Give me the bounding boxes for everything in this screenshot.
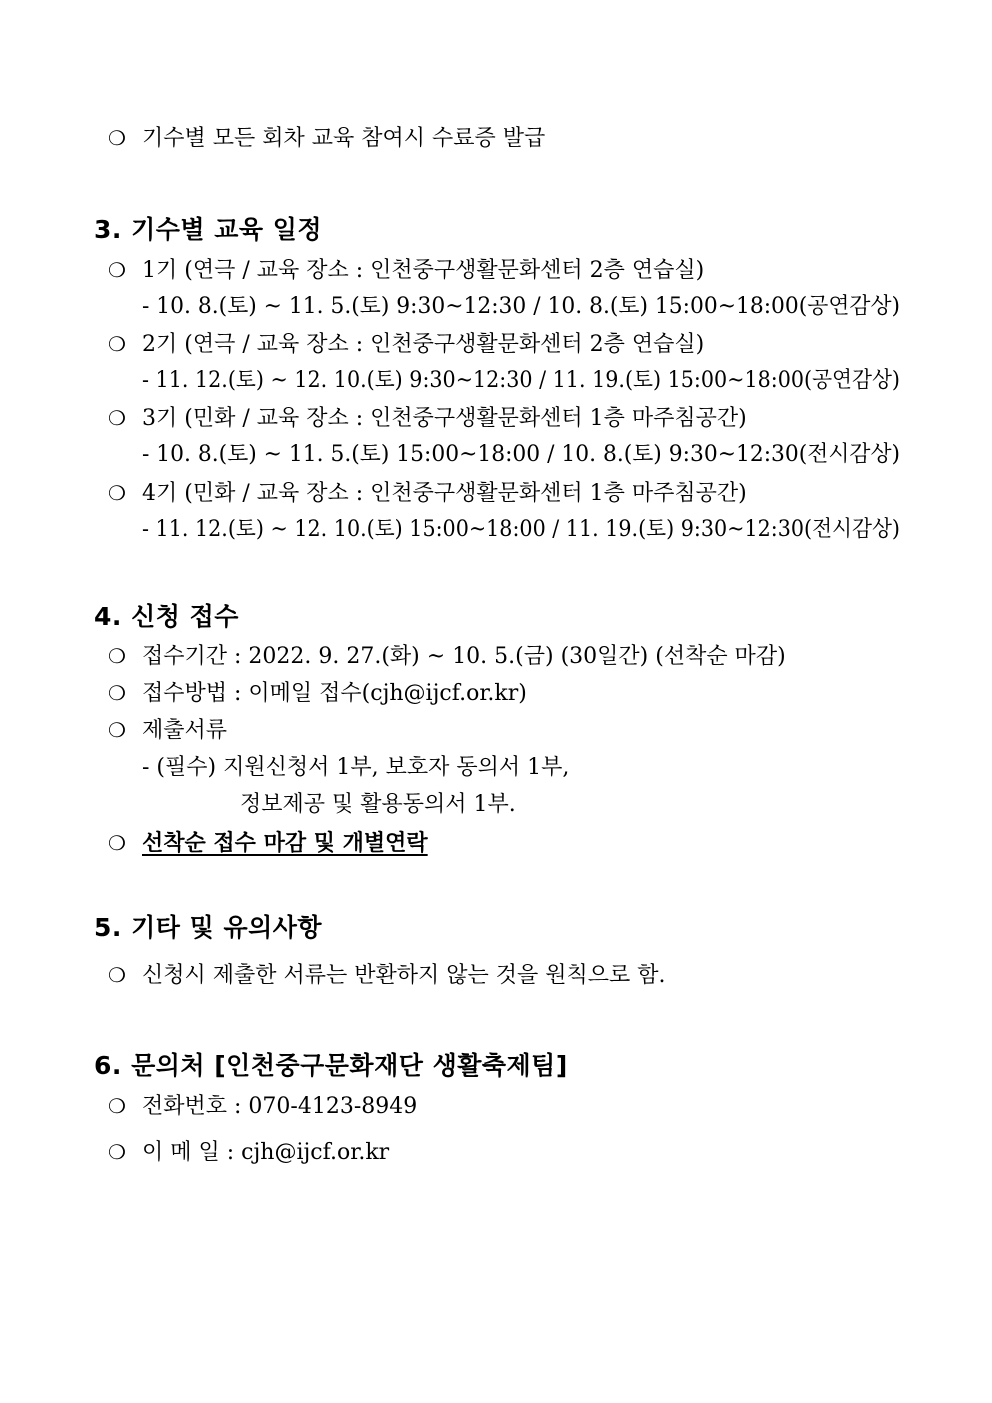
- circle-bullet-icon: ❍: [108, 258, 126, 282]
- schedule-item-1: [108, 256, 704, 285]
- required-documents-text: 제출서류: [142, 718, 228, 743]
- section-4-heading: 4. 신청 접수: [94, 602, 239, 631]
- schedule-item-4-text: 4기 (민화 / 교육 장소 : 인천중구생활문화센터 1층 마주침공간): [142, 481, 747, 506]
- schedule-item-4-dates: - 11. 12.(토) ~ 12. 10.(토) 15:00~18:00 / 11. 19.(토) 9:30~12:30(전시감상): [142, 517, 900, 542]
- circle-bullet-icon: ❍: [108, 126, 126, 150]
- return-policy-text: 신청시 제출한 서류는 반환하지 않는 것을 원칙으로 함.: [142, 963, 666, 988]
- schedule-item-3-text: 3기 (민화 / 교육 장소 : 인천중구생활문화센터 1층 마주침공간): [142, 406, 747, 431]
- schedule-item-4: [108, 479, 747, 508]
- closing-notice: [108, 829, 428, 858]
- schedule-item-2: [108, 330, 704, 359]
- section-6-heading: 6. 문의처 [인천중구문화재단 생활축제팀]: [94, 1051, 568, 1080]
- completion-note: [108, 124, 545, 153]
- circle-bullet-icon: ❍: [108, 481, 126, 505]
- required-documents-list-1: - (필수) 지원신청서 1부, 보호자 동의서 1부,: [142, 755, 570, 780]
- circle-bullet-icon: ❍: [108, 718, 126, 742]
- contact-phone: [108, 1092, 417, 1121]
- schedule-item-2-text: 2기 (연극 / 교육 장소 : 인천중구생활문화센터 2층 연습실): [142, 332, 705, 357]
- circle-bullet-icon: ❍: [108, 644, 126, 668]
- contact-email-text: 이 메 일 : cjh@ijcf.or.kr: [142, 1140, 390, 1165]
- circle-bullet-icon: ❍: [108, 1140, 126, 1164]
- application-period: [108, 642, 786, 671]
- completion-note-text: 기수별 모든 회차 교육 참여시 수료증 발급: [142, 126, 546, 151]
- application-method-text: 접수방법 : 이메일 접수(cjh@ijcf.or.kr): [142, 681, 527, 706]
- required-documents: [108, 716, 227, 745]
- schedule-item-1-dates: - 10. 8.(토) ~ 11. 5.(토) 9:30~12:30 / 10. 8.(토) 15:00~18:00(공연감상): [142, 294, 901, 319]
- required-documents-list-2: 정보제공 및 활용동의서 1부.: [240, 792, 516, 817]
- circle-bullet-icon: ❍: [108, 681, 126, 705]
- circle-bullet-icon: ❍: [108, 963, 126, 987]
- schedule-item-1-text: 1기 (연극 / 교육 장소 : 인천중구생활문화센터 2층 연습실): [142, 258, 705, 283]
- return-policy: [108, 961, 666, 990]
- application-method: [108, 679, 527, 708]
- schedule-item-3-dates: - 10. 8.(토) ~ 11. 5.(토) 15:00~18:00 / 10. 8.(토) 9:30~12:30(전시감상): [142, 442, 901, 467]
- section-5-heading: 5. 기타 및 유의사항: [94, 913, 323, 942]
- contact-phone-text: 전화번호 : 070-4123-8949: [142, 1094, 418, 1119]
- schedule-item-3: [108, 404, 747, 433]
- circle-bullet-icon: ❍: [108, 1094, 126, 1118]
- closing-notice-text: 선착순 접수 마감 및 개별연락: [142, 830, 428, 856]
- circle-bullet-icon: ❍: [108, 406, 126, 430]
- circle-bullet-icon: ❍: [108, 332, 126, 356]
- schedule-item-2-dates: - 11. 12.(토) ~ 12. 10.(토) 9:30~12:30 / 11. 19.(토) 15:00~18:00(공연감상): [142, 368, 900, 393]
- contact-email: [108, 1138, 389, 1167]
- application-period-text: 접수기간 : 2022. 9. 27.(화) ~ 10. 5.(금) (30일간) (선착순 마감): [142, 644, 786, 669]
- section-3-heading: 3. 기수별 교육 일정: [94, 215, 323, 244]
- circle-bullet-icon: ❍: [108, 831, 126, 855]
